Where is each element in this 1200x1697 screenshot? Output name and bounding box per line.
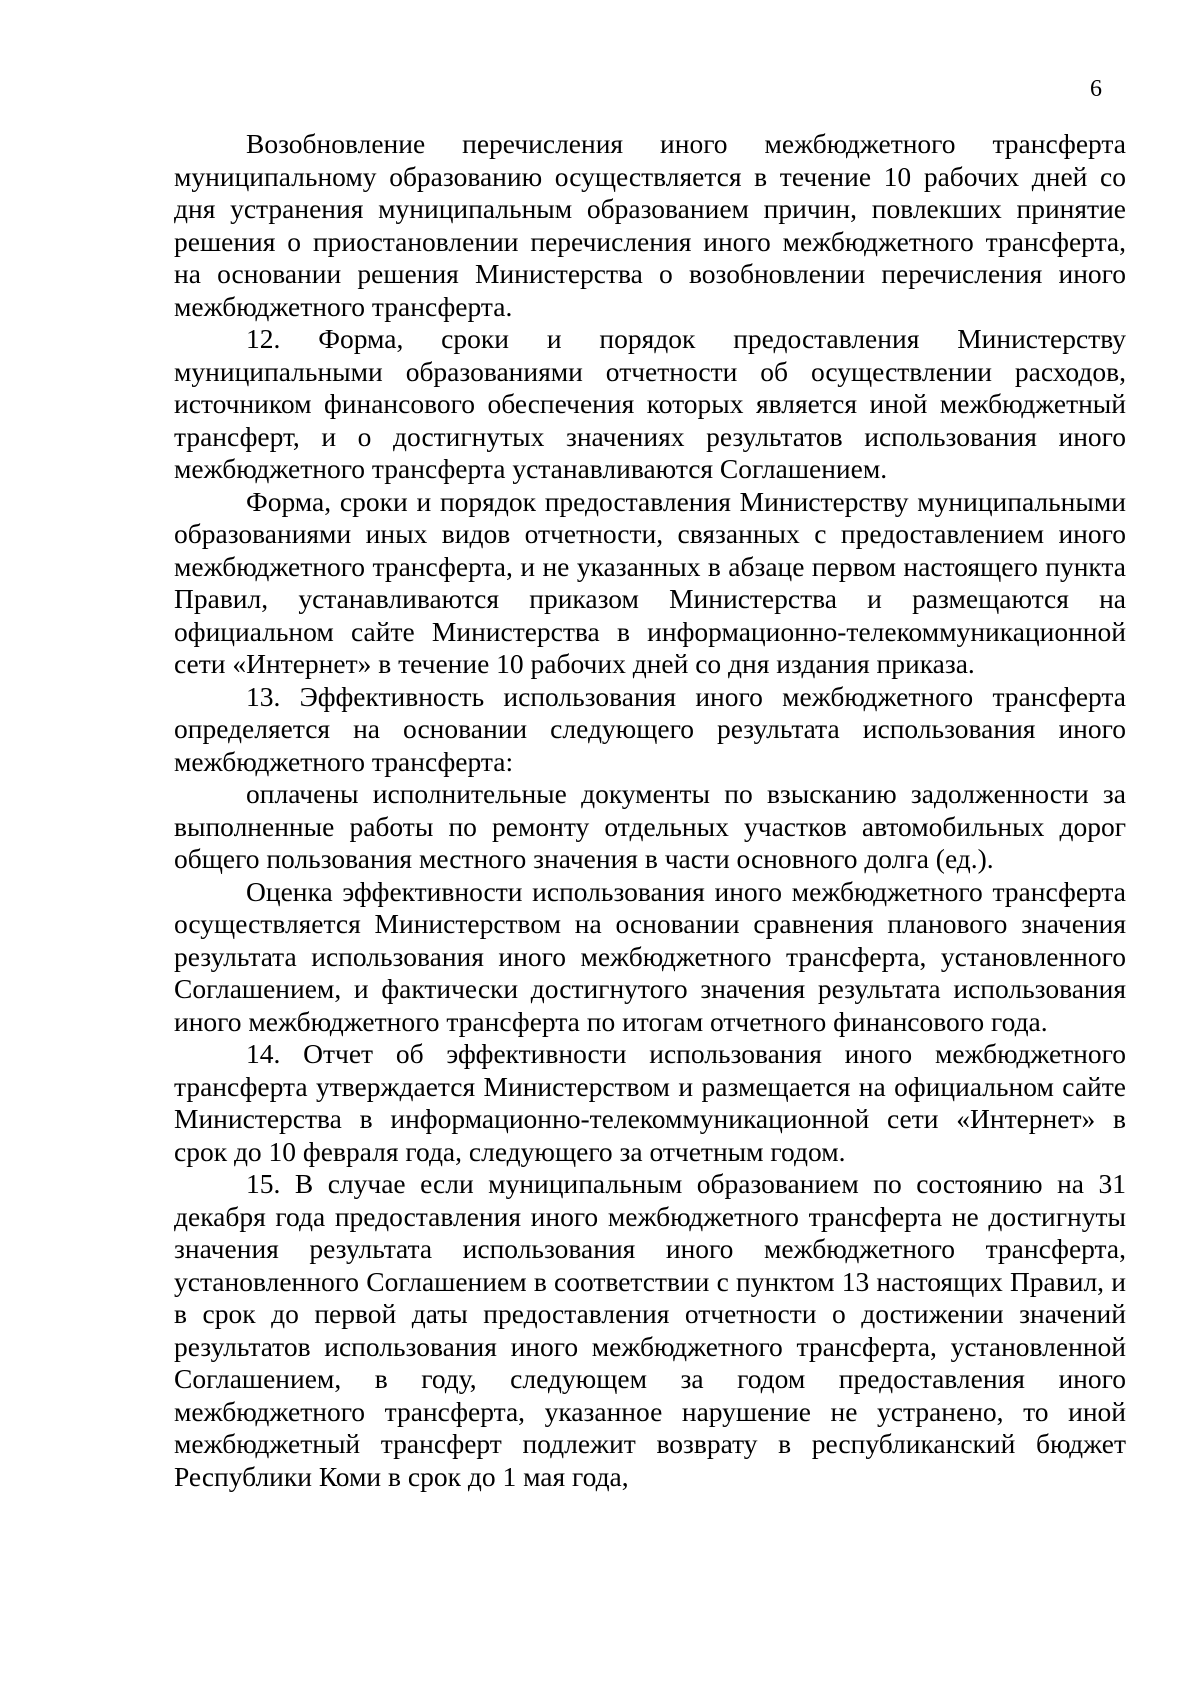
- paragraph-other-reporting: Форма, сроки и порядок предоставления Министерству муниципальными образованиями иных видов отчетности, связанных с предоставлением иного межбюджетного трансферта, и не указанных в абзаце первом настоящего пункта Правил, устанавливаются приказом Министерства и размещаются на официальном сайте Министерства в информационно-телекоммуникационной сети «Интернет» в течение 10 рабочих дней со дня издания приказа.: [174, 485, 1126, 679]
- paragraph-efficiency-assessment: Оценка эффективности использования иного межбюджетного трансферта осуществляется Министерством на основании сравнения планового значения результата использования иного межбюджетного трансферта, установленного Соглашением, и фактически достигнутого значения результата использования иного межбюджетного трансферта по итогам отчетного финансового года.: [174, 875, 1126, 1037]
- paragraph-14-report: 14. Отчет об эффективности использования иного межбюджетного трансферта утверждается Министерством и размещается на официальном сайте Министерства в информационно-телекоммуникационной сети «Интернет» в срок до 10 февраля года, следующего за отчетным годом.: [174, 1038, 1126, 1167]
- page-number: 6: [1090, 76, 1102, 102]
- paragraph-result-indicator: оплачены исполнительные документы по взысканию задолженности за выполненные работы по ремонту отдельных участков автомобильных дорог общего пользования местного значения в части основного долга (ед.).: [174, 778, 1126, 874]
- paragraph-resumption-of-transfer: Возобновление перечисления иного межбюджетного трансферта муниципальному образованию осуществляется в течение 10 рабочих дней со дня устранения муниципальным образованием причин, повлекших принятие решения о приостановлении перечисления иного межбюджетного трансферта, на основании решения Министерства о возобновлении перечисления иного межбюджетного трансферта.: [174, 128, 1126, 322]
- paragraph-15-return: 15. В случае если муниципальным образованием по состоянию на 31 декабря года предоставления иного межбюджетного трансферта не достигнуты значения результата использования иного межбюджетного трансферта, установленного Соглашением в соответствии с пунктом 13 настоящих Правил, и в срок до первой даты предоставления отчетности о достижении значений результатов использования иного межбюджетного трансферта, установленной Соглашением, в году, следующем за годом предоставления иного межбюджетного трансферта, указанное нарушение не устранено, то иной межбюджетный трансферт подлежит возврату в республиканский бюджет Республики Коми в срок до 1 мая года,: [174, 1168, 1126, 1492]
- paragraph-13-efficiency: 13. Эффективность использования иного межбюджетного трансферта определяется на основании следующего результата использования иного межбюджетного трансферта:: [174, 680, 1126, 777]
- paragraph-12-reporting: 12. Форма, сроки и порядок предоставления Министерству муниципальными образованиями отчетности об осуществлении расходов, источником финансового обеспечения которых является иной межбюджетный трансферт, и о достигнутых значениях результатов использования иного межбюджетного трансферта устанавливаются Соглашением.: [174, 323, 1126, 484]
- document-body: [174, 128, 1126, 1493]
